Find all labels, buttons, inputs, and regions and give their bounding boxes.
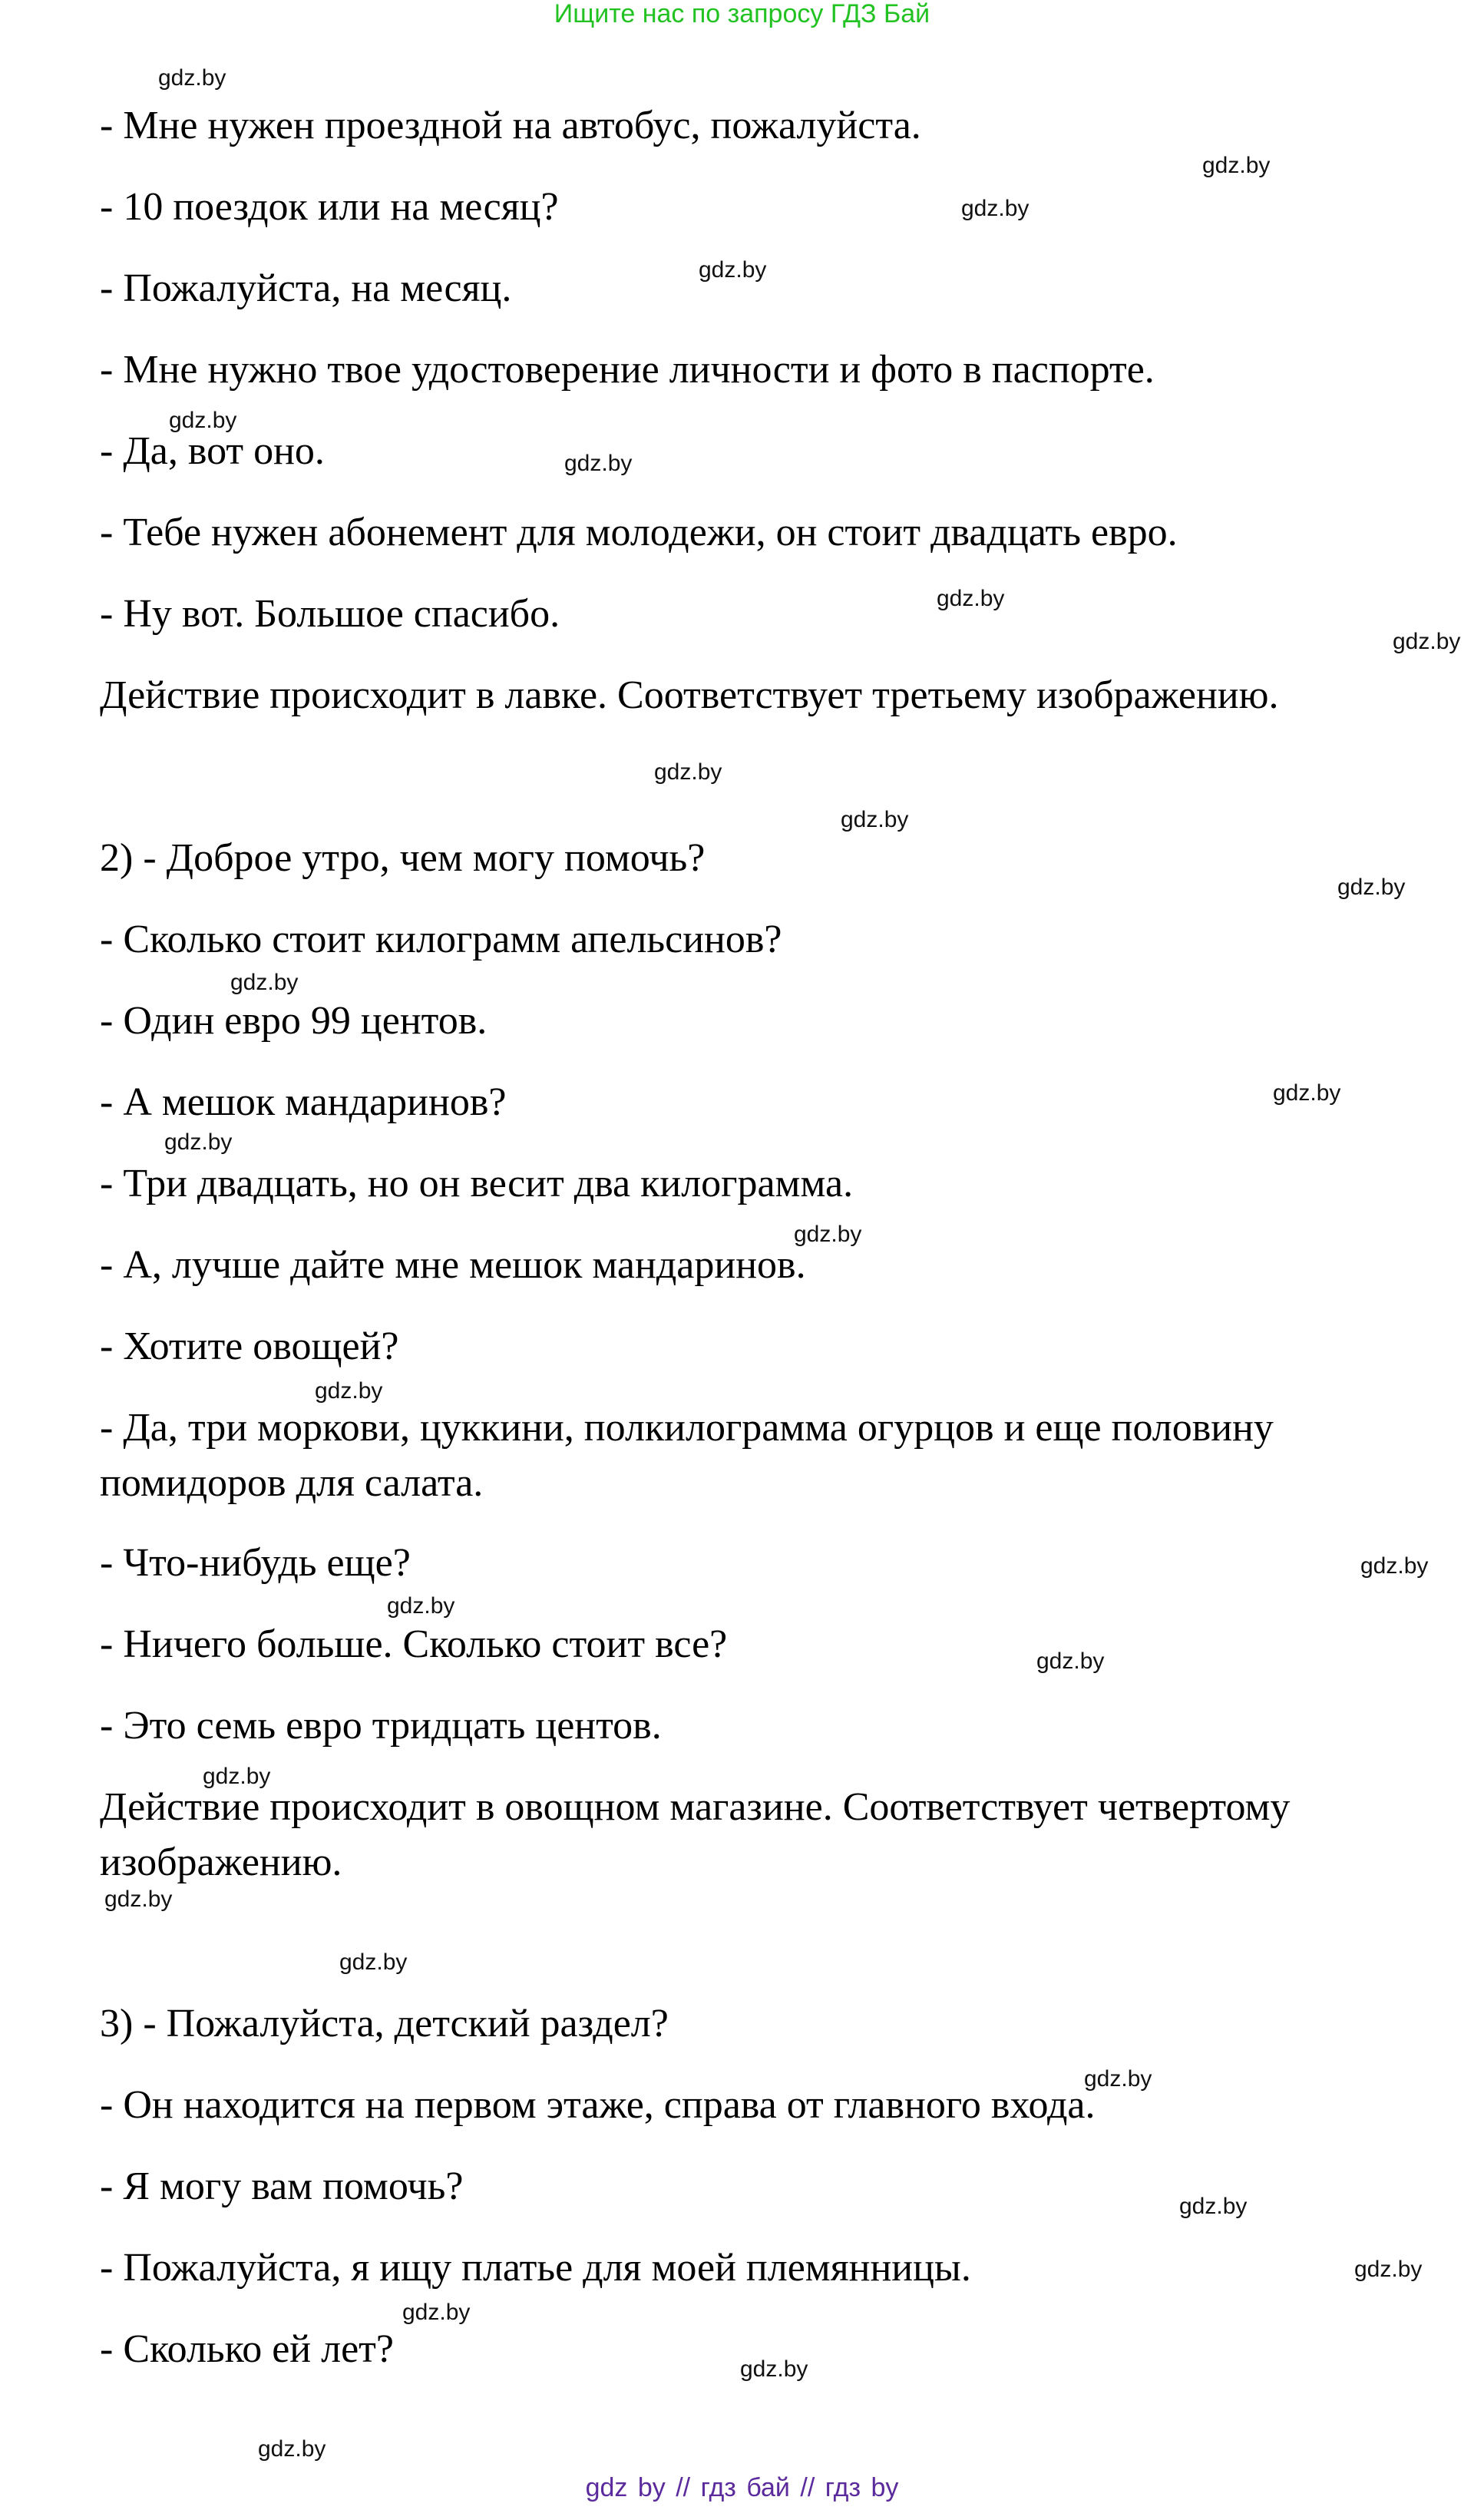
watermark: gdz.by [1337, 875, 1406, 900]
text-line: Действие происходит в овощном магазине. Соответствует четвертому [100, 1785, 1291, 1829]
text-line: помидоров для салата. [100, 1461, 484, 1505]
footer-separator: // [676, 2473, 691, 2502]
text-line: - 10 поездок или на месяц? [100, 185, 559, 229]
footer-separator: // [800, 2473, 815, 2502]
footer-links [0, 2474, 1484, 2502]
text-line: - Да, три моркови, цуккини, полкилограмма огурцов и еще половину [100, 1406, 1274, 1450]
section-start-line: 2) - Доброе утро, чем могу помочь? [100, 836, 706, 880]
text-line: - Мне нужен проездной на автобус, пожалуйста. [100, 104, 921, 147]
watermark: gdz.by [961, 196, 1030, 221]
watermark: gdz.by [1202, 153, 1271, 178]
text-line: - А мешок мандаринов? [100, 1080, 507, 1124]
watermark: gdz.by [169, 408, 237, 433]
watermark: gdz.by [387, 1593, 455, 1619]
text-line: - Один евро 99 центов. [100, 999, 488, 1043]
text-line: Действие происходит в лавке. Соответствует третьему изображению. [100, 673, 1279, 717]
text-line: - Что-нибудь еще? [100, 1541, 411, 1585]
watermark: gdz.by [937, 586, 1005, 611]
watermark: gdz.by [1179, 2194, 1248, 2219]
text-line: - А, лучше дайте мне мешок мандаринов. [100, 1243, 806, 1287]
text-line: - Три двадцать, но он весит два килограмма. [100, 1162, 854, 1205]
text-line: - Сколько ей лет? [100, 2327, 394, 2371]
watermark: gdz.by [104, 1887, 173, 1912]
text-line: изображению. [100, 1840, 342, 1884]
section-start-line: 3) - Пожалуйста, детский раздел? [100, 2002, 669, 2045]
watermark: gdz.by [654, 759, 722, 785]
watermark: gdz.by [258, 2436, 326, 2462]
watermark: gdz.by [203, 1764, 271, 1789]
watermark: gdz.by [164, 1129, 233, 1155]
text-line: - Пожалуйста, я ищу платье для моей племянницы. [100, 2246, 971, 2290]
footer-link-gdz-bai[interactable]: гдз бай [700, 2473, 790, 2502]
text-line: - Я могу вам помочь? [100, 2164, 464, 2208]
watermark: gdz.by [841, 807, 909, 832]
text-line: - Сколько стоит килограмм апельсинов? [100, 918, 782, 961]
text-line: - Ничего больше. Сколько стоит все? [100, 1622, 728, 1666]
watermark: gdz.by [1360, 1553, 1429, 1579]
watermark: gdz.by [230, 970, 299, 995]
text-line: - Это семь евро тридцать центов. [100, 1704, 662, 1748]
text-line: - Он находится на первом этаже, справа от главного входа. [100, 2083, 1096, 2127]
watermark: gdz.by [158, 65, 226, 91]
watermark: gdz.by [1036, 1649, 1105, 1674]
footer-link-gdz-by-cyr[interactable]: гдз by [825, 2473, 899, 2502]
text-line: - Ну вот. Большое спасибо. [100, 592, 560, 636]
text-line: - Хотите овощей? [100, 1324, 399, 1368]
search-hint-link[interactable]: Ищите нас по запросу ГДЗ Бай [554, 0, 930, 28]
watermark: gdz.by [1393, 629, 1461, 654]
watermark: gdz.by [339, 1949, 408, 1975]
watermark: gdz.by [794, 1222, 862, 1247]
text-line: - Да, вот оно. [100, 429, 325, 473]
watermark: gdz.by [1084, 2066, 1152, 2092]
text-line: - Тебе нужен абонемент для молодежи, он стоит двадцать евро. [100, 511, 1178, 554]
text-line: - Пожалуйста, на месяц. [100, 266, 512, 310]
watermark: gdz.by [740, 2356, 808, 2382]
watermark: gdz.by [315, 1378, 383, 1404]
watermark: gdz.by [699, 257, 767, 283]
watermark: gdz.by [402, 2300, 471, 2325]
watermark: gdz.by [1273, 1080, 1341, 1106]
text-line: - Мне нужно твое удостоверение личности и фото в паспорте. [100, 348, 1155, 392]
watermark: gdz.by [1354, 2257, 1423, 2282]
watermark: gdz.by [564, 451, 633, 476]
footer-link-gdz-by[interactable]: gdz by [585, 2473, 666, 2502]
